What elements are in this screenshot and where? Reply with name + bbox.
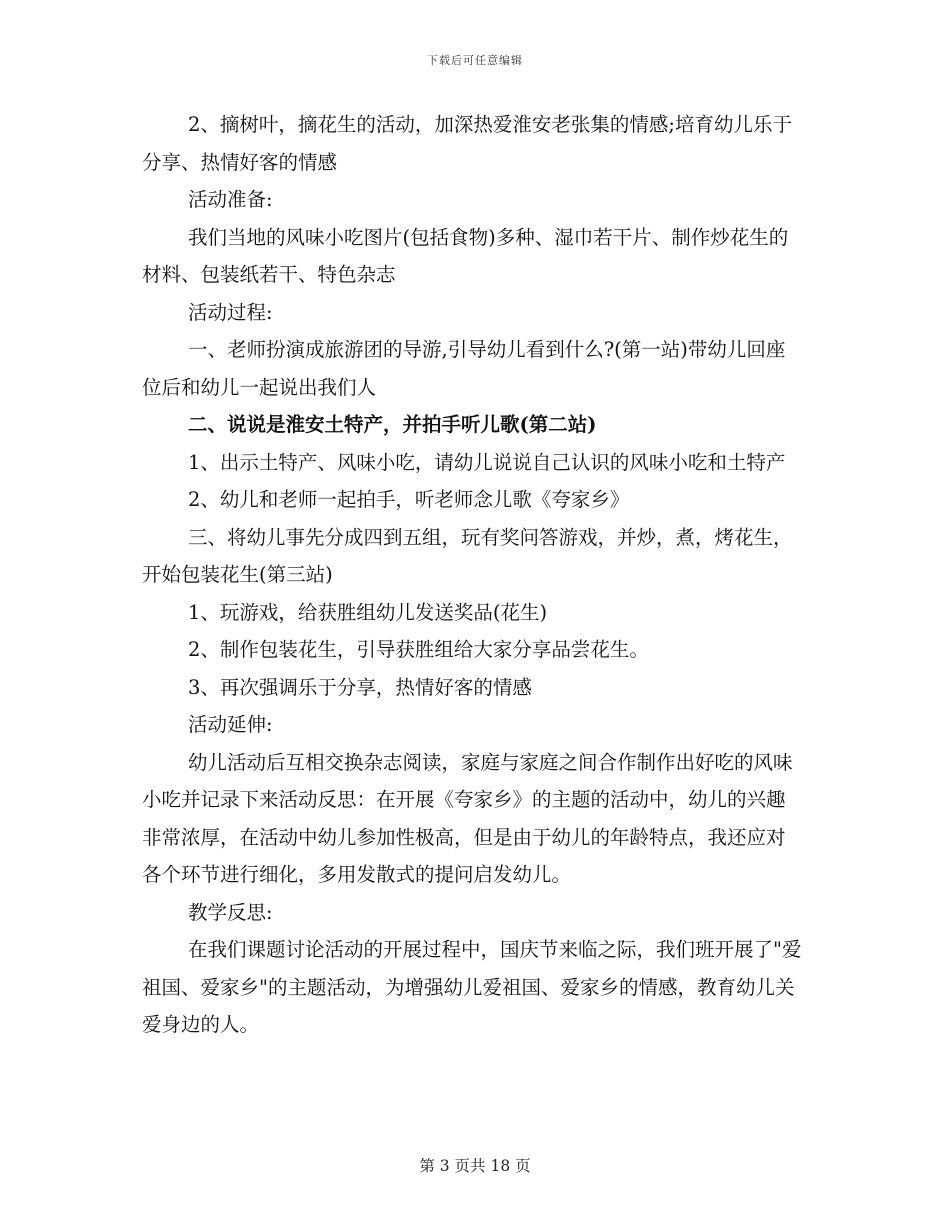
page-number: 第 3 页共 18 页 <box>419 1157 531 1175</box>
paragraph-objective-2: 2、摘树叶，摘花生的活动，加深热爱淮安老张集的情感;培育幼儿乐于分享、热情好客的情感 <box>142 113 792 174</box>
paragraph-step-2-item-2: 2、幼儿和老师一起拍手，听老师念儿歌《夸家乡》 <box>188 488 630 511</box>
section-heading-extension: 活动延伸: <box>188 713 273 736</box>
paragraph-step-1: 一、老师扮演成旅游团的导游,引导幼儿看到什么?(第一站)带幼儿回座位后和幼儿一起说出我们人 <box>142 338 786 399</box>
section-heading-reflection: 教学反思: <box>188 900 273 924</box>
paragraph-reflection: 在我们课题讨论活动的开展过程中，国庆节来临之际，我们班开展了"爱祖国、爱家乡"的主题活动，为增强幼儿爱祖国、爱家乡的情感，教育幼儿关爱身边的人。 <box>142 938 802 1036</box>
section-heading-preparation: 活动准备: <box>188 188 273 211</box>
paragraph-step-3-item-1: 1、玩游戏，给获胜组幼儿发送奖品(花生) <box>188 600 548 624</box>
paragraph-preparation: 我们当地的风味小吃图片(包括食物)多种、湿巾若干片、制作炒花生的材料、包装纸若干、特色杂志 <box>142 225 789 286</box>
paragraph-step-3: 三、将幼儿事先分成四到五组，玩有奖问答游戏，并炒，煮，烤花生，开始包装花生(第三站) <box>142 525 793 586</box>
paragraph-step-2-heading: 二、说说是淮安土特产，并拍手听儿歌(第二站) <box>188 413 597 436</box>
paragraph-step-2-item-1: 1、出示土特产、风味小吃，请幼儿说说自己认识的风味小吃和土特产 <box>188 450 786 474</box>
paragraph-extension: 幼儿活动后互相交换杂志阅读，家庭与家庭之间合作制作出好吃的风味小吃并记录下来活动反思：在开展《夸家乡》的主题的活动中，幼儿的兴趣非常浓厚，在活动中幼儿参加性极高，但是由于幼儿的年龄特点，我还应对各个环节进行细化，多用发散式的提问启发幼儿。 <box>142 750 793 886</box>
paragraph-step-3-item-3: 3、再次强调乐于分享，热情好客的情感 <box>188 675 532 699</box>
paragraph-step-3-item-2: 2、制作包装花生，引导获胜组给大家分享品尝花生。 <box>188 638 649 661</box>
page-header: 下载后可任意编辑 <box>427 54 523 67</box>
document-body <box>142 106 802 1044</box>
section-heading-process: 活动过程: <box>188 300 273 324</box>
